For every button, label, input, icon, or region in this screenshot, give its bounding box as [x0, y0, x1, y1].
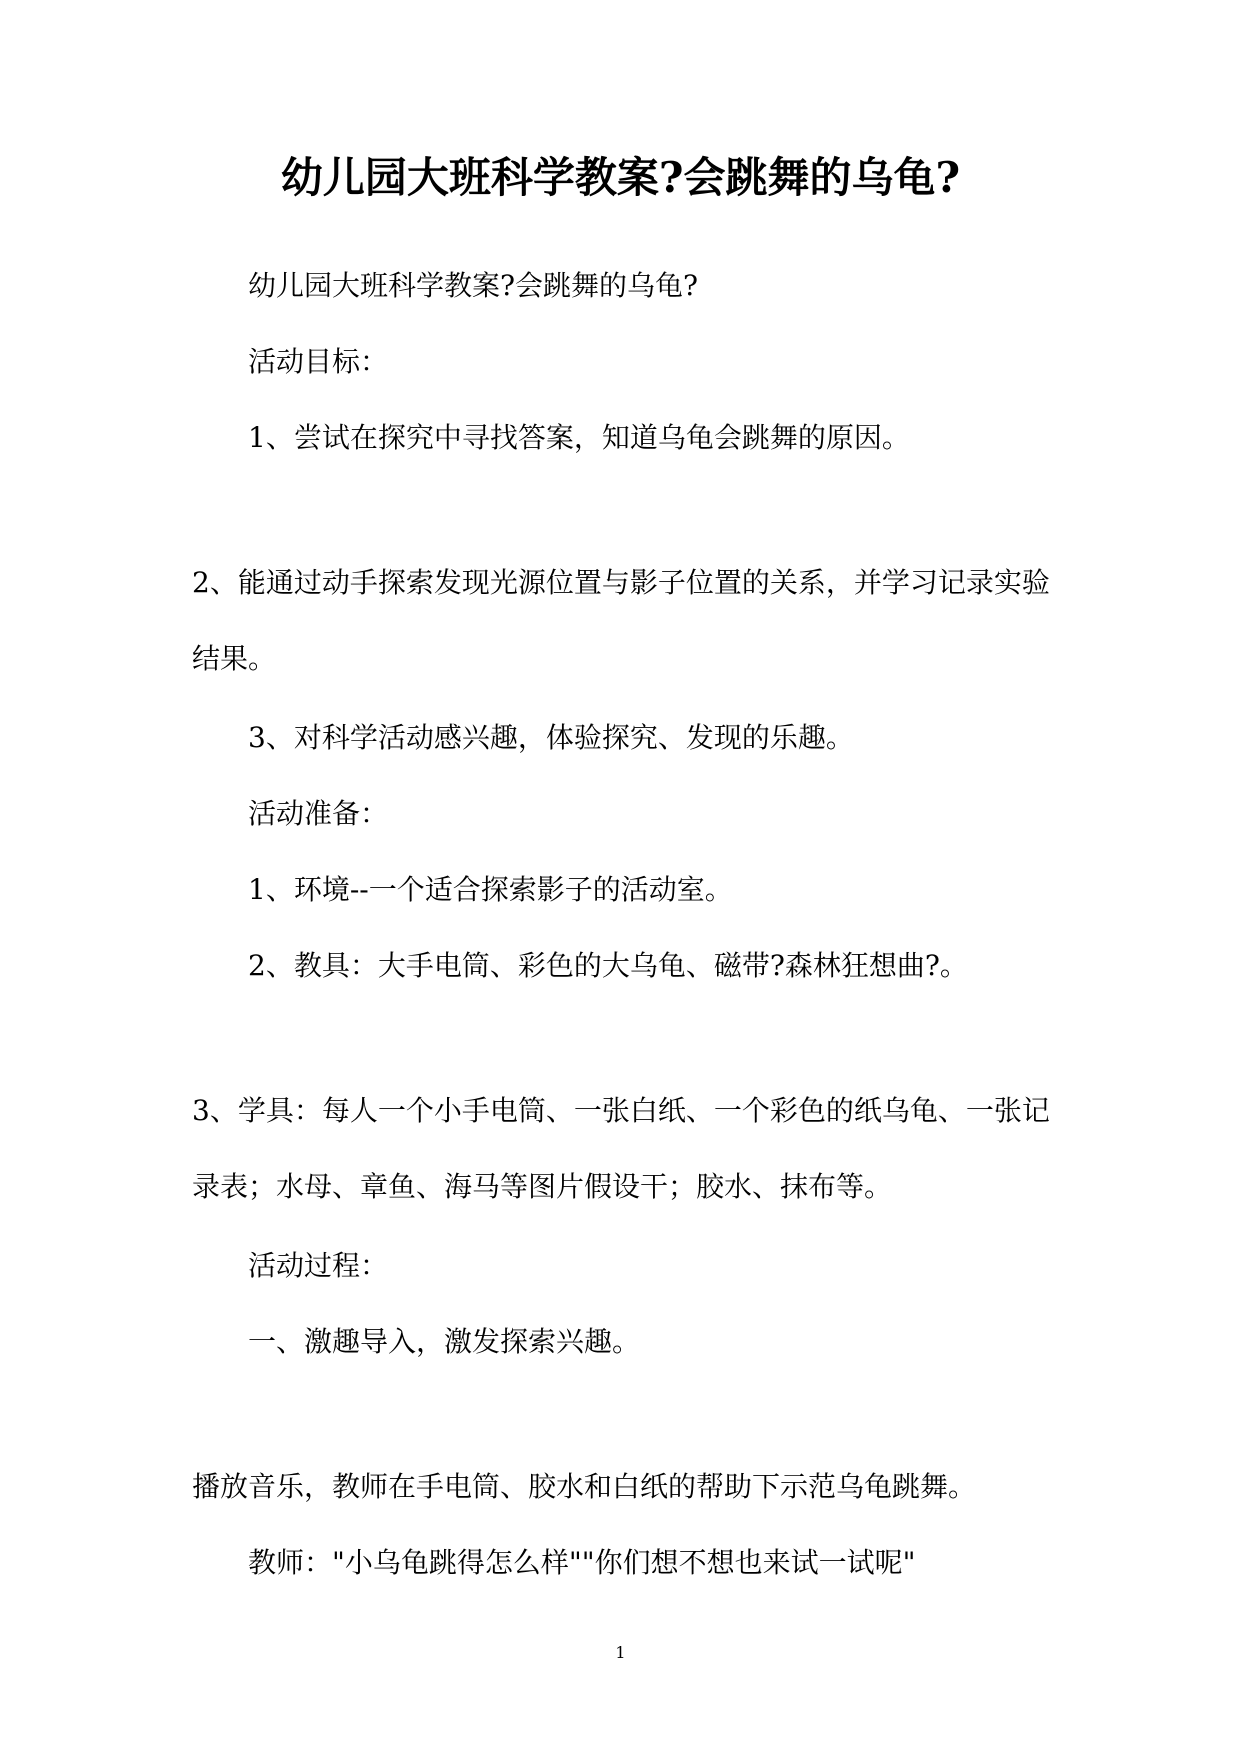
preparation-item-1: 1、环境--一个适合探索影子的活动室。: [248, 873, 733, 906]
heading-activity-goals: 活动目标：: [248, 345, 389, 378]
paragraph-subtitle: 幼儿园大班科学教案?会跳舞的乌龟?: [248, 269, 699, 302]
goal-item-1: 1、尝试在探究中寻找答案，知道乌龟会跳舞的原因。: [248, 421, 910, 454]
goal-item-2: 2、能通过动手探索发现光源位置与影子位置的关系，并学习记录实验结果。: [192, 566, 1050, 675]
process-paragraph-music: 播放音乐，教师在手电筒、胶水和白纸的帮助下示范乌龟跳舞。: [192, 1470, 977, 1503]
process-paragraph-teacher-quote: 教师："小乌龟跳得怎么样""你们想不想也来试一试呢": [248, 1546, 916, 1579]
preparation-item-3: 3、学具：每人一个小手电筒、一张白纸、一个彩色的纸乌龟、一张记录表；水母、章鱼、海马等图片假设干；胶水、抹布等。: [192, 1094, 1050, 1203]
document-title: 幼儿园大班科学教案?会跳舞的乌龟?: [280, 153, 961, 202]
process-step-1: 一、激趣导入，激发探索兴趣。: [248, 1325, 641, 1358]
heading-activity-preparation: 活动准备：: [248, 797, 389, 830]
goal-item-3: 3、对科学活动感兴趣，体验探究、发现的乐趣。: [248, 721, 854, 754]
heading-activity-process: 活动过程：: [248, 1249, 389, 1282]
page-number: 1: [615, 1643, 626, 1662]
preparation-item-2: 2、教具：大手电筒、彩色的大乌龟、磁带?森林狂想曲?。: [248, 949, 968, 982]
